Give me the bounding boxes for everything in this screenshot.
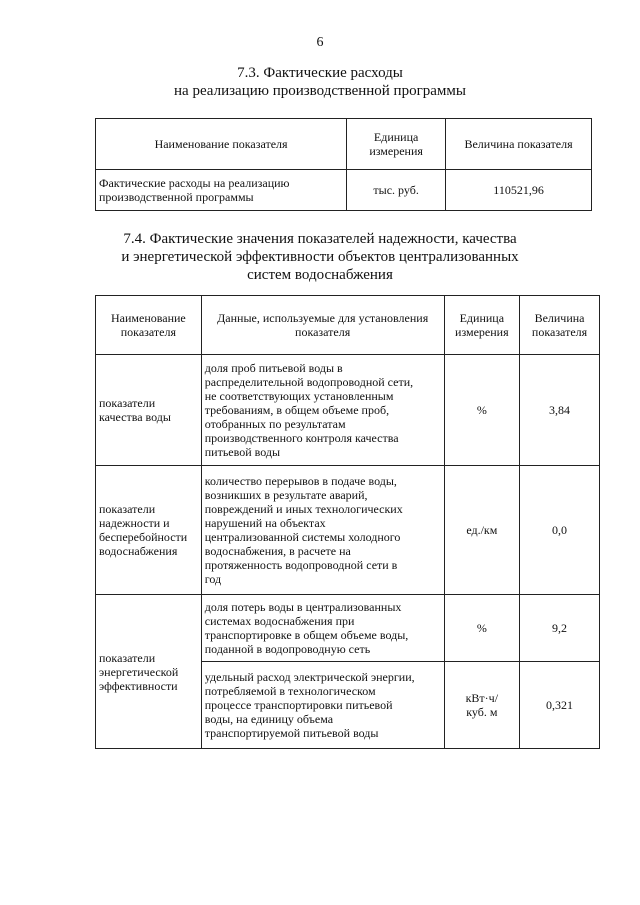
section-7-3-title-line: 7.3. Фактические расходы bbox=[237, 65, 403, 81]
unit-cell bbox=[444, 355, 520, 466]
table-row bbox=[96, 595, 600, 662]
table-header-row bbox=[96, 119, 592, 170]
cell-line: поданной в водопроводную сеть bbox=[204, 642, 371, 656]
header-unit-line: Единица bbox=[373, 130, 419, 144]
header-line: показателя bbox=[120, 325, 176, 339]
cell-line: не соответствующих установленным bbox=[204, 389, 394, 403]
cell-line: куб. м bbox=[466, 705, 498, 719]
cell-line: транспортировке в общем объеме воды, bbox=[204, 628, 409, 642]
cell-line: показатели bbox=[99, 396, 156, 410]
header-unit bbox=[347, 119, 446, 170]
cell-line: производственного контроля качества bbox=[204, 431, 399, 445]
cell-line: системах водоснабжения при bbox=[204, 614, 355, 628]
cell-line: удельный расход электрической энергии, bbox=[204, 670, 415, 684]
value-cell: 110521,96 bbox=[446, 170, 592, 211]
cell-line: распределительной водопроводной сети, bbox=[204, 375, 414, 389]
cell-line: питьевой воды bbox=[204, 445, 281, 459]
section-7-3-title bbox=[0, 64, 640, 100]
cell-line: показатели bbox=[99, 650, 156, 665]
header-unit bbox=[444, 296, 520, 355]
cell-line: ед./км bbox=[466, 523, 498, 537]
cell-line: процессе транспортировки питьевой bbox=[204, 698, 393, 712]
value-cell: 9,2 bbox=[520, 595, 600, 662]
data-description-cell bbox=[201, 355, 444, 466]
indicator-group-cell bbox=[96, 595, 202, 749]
cell-line: Фактические расходы на реализацию bbox=[99, 176, 290, 190]
header-indicator-name: Наименование показателя bbox=[96, 119, 347, 170]
cell-line: количество перерывов в подаче воды, bbox=[204, 474, 397, 488]
cell-line: эффективности bbox=[99, 678, 178, 693]
cell-line: надежности и bbox=[99, 516, 170, 530]
header-line: показателя bbox=[531, 325, 588, 339]
cell-line: доля проб питьевой воды в bbox=[204, 361, 343, 375]
header-line: измерения bbox=[455, 325, 509, 339]
data-description-cell bbox=[201, 595, 444, 662]
header-indicator-name bbox=[96, 296, 202, 355]
header-data-used bbox=[201, 296, 444, 355]
cell-line: нарушений на объектах bbox=[204, 516, 326, 530]
cell-line: воды, на единицу объема bbox=[204, 712, 334, 726]
header-line: показателя bbox=[295, 325, 351, 339]
section-7-4-title bbox=[0, 230, 640, 284]
table-row bbox=[96, 466, 600, 595]
cell-line: потребляемой в технологическом bbox=[204, 684, 376, 698]
unit-cell bbox=[444, 595, 520, 662]
section-7-3-title-line: на реализацию производственной программы bbox=[174, 83, 466, 99]
unit-cell: тыс. руб. bbox=[347, 170, 446, 211]
cell-line: энергетической bbox=[99, 664, 179, 679]
cell-line: централизованной системы холодного bbox=[204, 530, 401, 544]
value-cell: 3,84 bbox=[520, 355, 600, 466]
cell-line: водоснабжения, в расчете на bbox=[204, 544, 351, 558]
section-7-4-title-line: систем водоснабжения bbox=[247, 267, 393, 283]
cell-line: отобранных по результатам bbox=[204, 417, 346, 431]
cell-line: протяженность водопроводной сети в bbox=[204, 558, 398, 572]
cell-line: повреждений и иных технологических bbox=[204, 502, 403, 516]
cell-line: производственной программы bbox=[99, 190, 254, 204]
header-value: Величина показателя bbox=[446, 119, 592, 170]
table-row bbox=[96, 355, 600, 466]
cell-line: бесперебойности bbox=[99, 530, 188, 544]
cell-line: транспортируемой питьевой воды bbox=[204, 726, 379, 740]
cell-line: водоснабжения bbox=[99, 544, 178, 558]
unit-cell bbox=[444, 466, 520, 595]
cell-line: год bbox=[204, 572, 222, 586]
value-cell: 0,321 bbox=[520, 662, 600, 749]
cell-line: требованиям, в общем объеме проб, bbox=[204, 403, 390, 417]
cell-line: возникших в результате аварий, bbox=[204, 488, 368, 502]
table-header-row bbox=[96, 296, 600, 355]
header-line: Величина bbox=[534, 311, 585, 325]
indicator-group-cell bbox=[96, 355, 202, 466]
header-line: Единица bbox=[459, 311, 505, 325]
cell-line: кВт·ч/ bbox=[465, 691, 499, 705]
indicator-name-cell bbox=[96, 170, 347, 211]
data-description-cell bbox=[201, 662, 444, 749]
value-cell: 0,0 bbox=[520, 466, 600, 595]
header-line: Данные, используемые для установления bbox=[217, 311, 429, 325]
header-unit-line: измерения bbox=[369, 144, 423, 158]
indicator-group-cell bbox=[96, 466, 202, 595]
cell-line: доля потерь воды в централизованных bbox=[204, 600, 402, 614]
page-number: 6 bbox=[316, 35, 324, 50]
section-7-4-title-line: и энергетической эффективности объектов централизованных bbox=[121, 249, 519, 265]
section-7-4-title-line: 7.4. Фактические значения показателей надежности, качества bbox=[123, 231, 517, 247]
table-row bbox=[96, 170, 592, 211]
actual-expenses-table bbox=[95, 118, 592, 211]
cell-line: % bbox=[476, 403, 487, 417]
indicators-table bbox=[95, 295, 600, 749]
data-description-cell bbox=[201, 466, 444, 595]
header-value bbox=[520, 296, 600, 355]
unit-cell bbox=[444, 662, 520, 749]
cell-line: % bbox=[476, 621, 487, 635]
header-line: Наименование bbox=[110, 311, 186, 325]
cell-line: качества воды bbox=[99, 410, 171, 424]
cell-line: показатели bbox=[99, 502, 156, 516]
